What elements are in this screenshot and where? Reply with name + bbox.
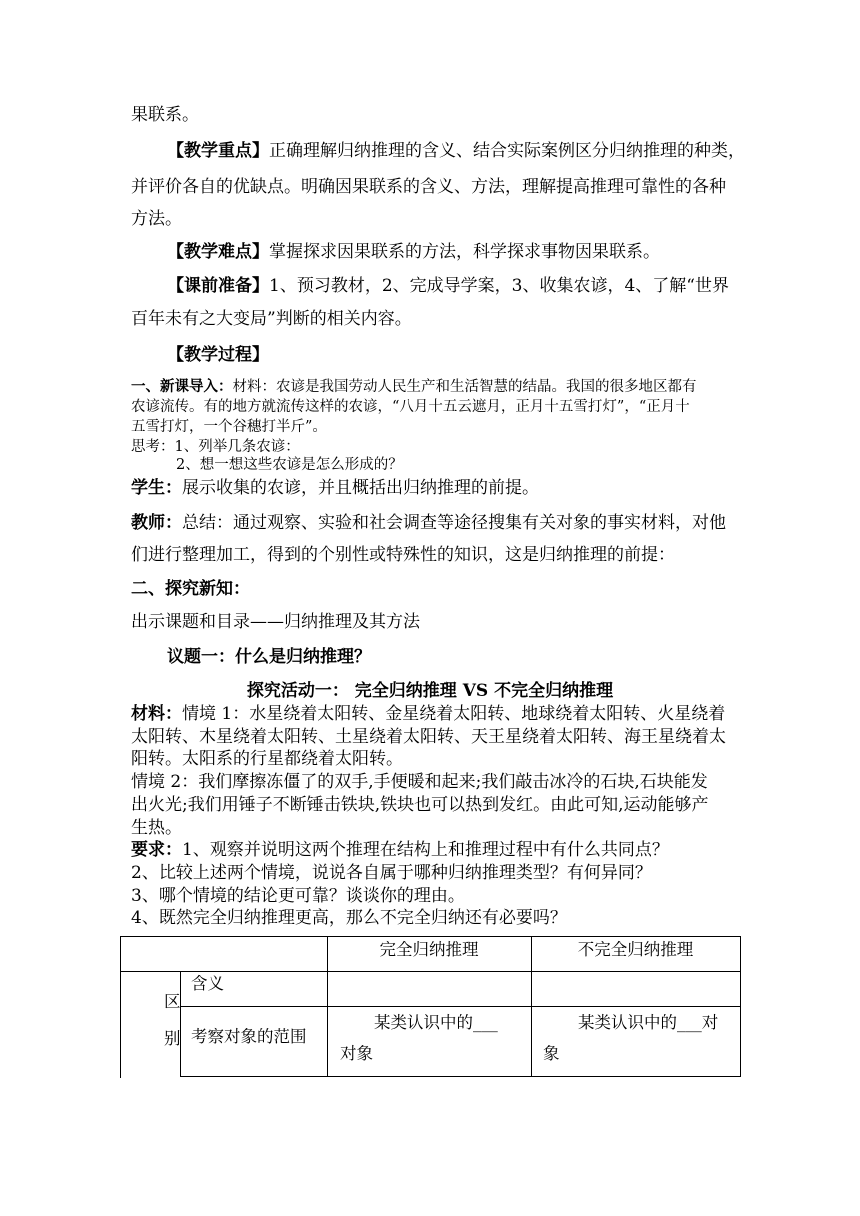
scope-incomplete-line2: 象	[543, 1044, 560, 1063]
table-left-border	[120, 936, 121, 971]
student-label: 学生：	[131, 478, 182, 498]
teaching-focus-line2: 并评价各自的优缺点。明确因果联系的含义、方法，理解提高推理可靠性的各种	[131, 177, 726, 197]
material-case1-line3: 阳转。太阳系的行星都绕着太阳转。	[131, 749, 403, 769]
class-preparation: 【课前准备】1、预习教材，2、完成导学案，3、收集农谚，4、了解“世界	[167, 276, 729, 296]
intro-section: 一、新课导入：材料：农谚是我国劳动人民生产和生活智慧的结晶。我国的很多地区都有	[131, 378, 697, 395]
prep-heading: 【课前准备】	[167, 276, 269, 296]
teacher-summary-line2: 们进行整理加工，得到的个别性或特殊性的知识，这是归纳推理的前提：	[131, 545, 675, 565]
row-label-meaning: 含义	[191, 974, 224, 993]
teaching-focus-line3: 方法。	[131, 209, 182, 229]
group-label-char-2: 别	[164, 1029, 181, 1048]
table-group-divider	[180, 971, 181, 1077]
teaching-focus: 【教学重点】正确理解归纳推理的含义、结合实际案例区分归纳推理的种类，	[167, 141, 745, 161]
scope-complete-line1: 某类认识中的___	[374, 1013, 498, 1032]
header-incomplete-induction: 不完全归纳推理	[577, 940, 694, 959]
intro-line3: 五雪打灯，一个谷穗打半斤”。	[131, 419, 327, 435]
teaching-difficulty: 【教学难点】掌握探求因果联系的方法，科学探求事物因果联系。	[167, 242, 660, 262]
material-case2-line3: 生热。	[131, 818, 182, 838]
topic-line: 出示课题和目录——归纳推理及其方法	[131, 612, 420, 632]
table-row-divider	[180, 1006, 741, 1007]
teacher-summary: 教师：总结：通过观察、实验和社会调查等途径搜集有关对象的事实材料，对他	[131, 513, 726, 533]
intro-heading: 一、新课导入：	[131, 378, 233, 395]
table-border-top	[120, 936, 741, 937]
paragraph-continuation: 果联系。	[131, 105, 199, 125]
table-right-border	[740, 936, 741, 1077]
teacher-label: 教师：	[131, 513, 182, 533]
material-case1-line2: 太阳转、木星绕着太阳转、土星绕着太阳转、天王星绕着太阳转、海王星绕着太	[131, 727, 726, 747]
think-question-1: 思考：1、列举几条农谚：	[131, 439, 300, 455]
scope-complete-line2: 对象	[340, 1044, 373, 1063]
requirement-4: 4、既然完全归纳推理更高，那么不完全归纳还有必要吗？	[131, 908, 567, 928]
header-complete-induction: 完全归纳推理	[379, 940, 479, 959]
requirement-label: 要求：	[131, 840, 182, 860]
activity-title: 探究活动一： 完全归纳推理 VS 不完全归纳推理	[246, 681, 614, 701]
intro-line2: 农谚流传。有的地方就流传这样的农谚，“八月十五云遮月，正月十五雪打灯”，“正月十	[131, 399, 690, 415]
explore-heading: 二、探究新知：	[131, 579, 250, 599]
material-label: 材料：	[131, 704, 182, 724]
table-left-border-lower	[120, 971, 121, 1078]
difficulty-heading: 【教学难点】	[167, 242, 269, 262]
group-label-char-1: 区	[164, 992, 181, 1011]
material-case2-line2: 出火光;我们用锤子不断锤击铁块,铁块也可以热到发红。由此可知,运动能够产	[131, 795, 709, 815]
requirement-2: 2、比较上述两个情境，说说各自属于哪种归纳推理类型？有何异同？	[131, 863, 652, 883]
student-activity: 学生：展示收集的农谚，并且概括出归纳推理的前提。	[131, 478, 539, 498]
table-border-bottom	[180, 1076, 741, 1077]
requirement-3: 3、哪个情境的结论更可靠？谈谈你的理由。	[131, 886, 465, 906]
comparison-table	[120, 936, 741, 1078]
think-question-2: 2、想一想这些农谚是怎么形成的？	[176, 457, 403, 473]
material-case2: 情境 2：我们摩擦冻僵了的双手,手便暖和起来;我们敲击冰冷的石块,石块能发	[131, 772, 708, 792]
scope-incomplete-line1: 某类认识中的___对	[578, 1013, 719, 1032]
issue-one-heading: 议题一：什么是归纳推理？	[167, 647, 371, 667]
material-case1: 材料：情境 1：水星绕着太阳转、金星绕着太阳转、地球绕着太阳转、火星绕着	[131, 704, 726, 724]
teaching-process-heading: 【教学过程】	[167, 345, 269, 365]
requirement-1: 要求：1、观察并说明这两个推理在结构上和推理过程中有什么共同点？	[131, 840, 669, 860]
table-header-divider	[120, 971, 741, 972]
row-label-scope: 考察对象的范围	[191, 1027, 307, 1046]
class-preparation-line2: 百年未有之大变局”判断的相关内容。	[131, 309, 412, 329]
focus-heading: 【教学重点】	[167, 141, 269, 161]
